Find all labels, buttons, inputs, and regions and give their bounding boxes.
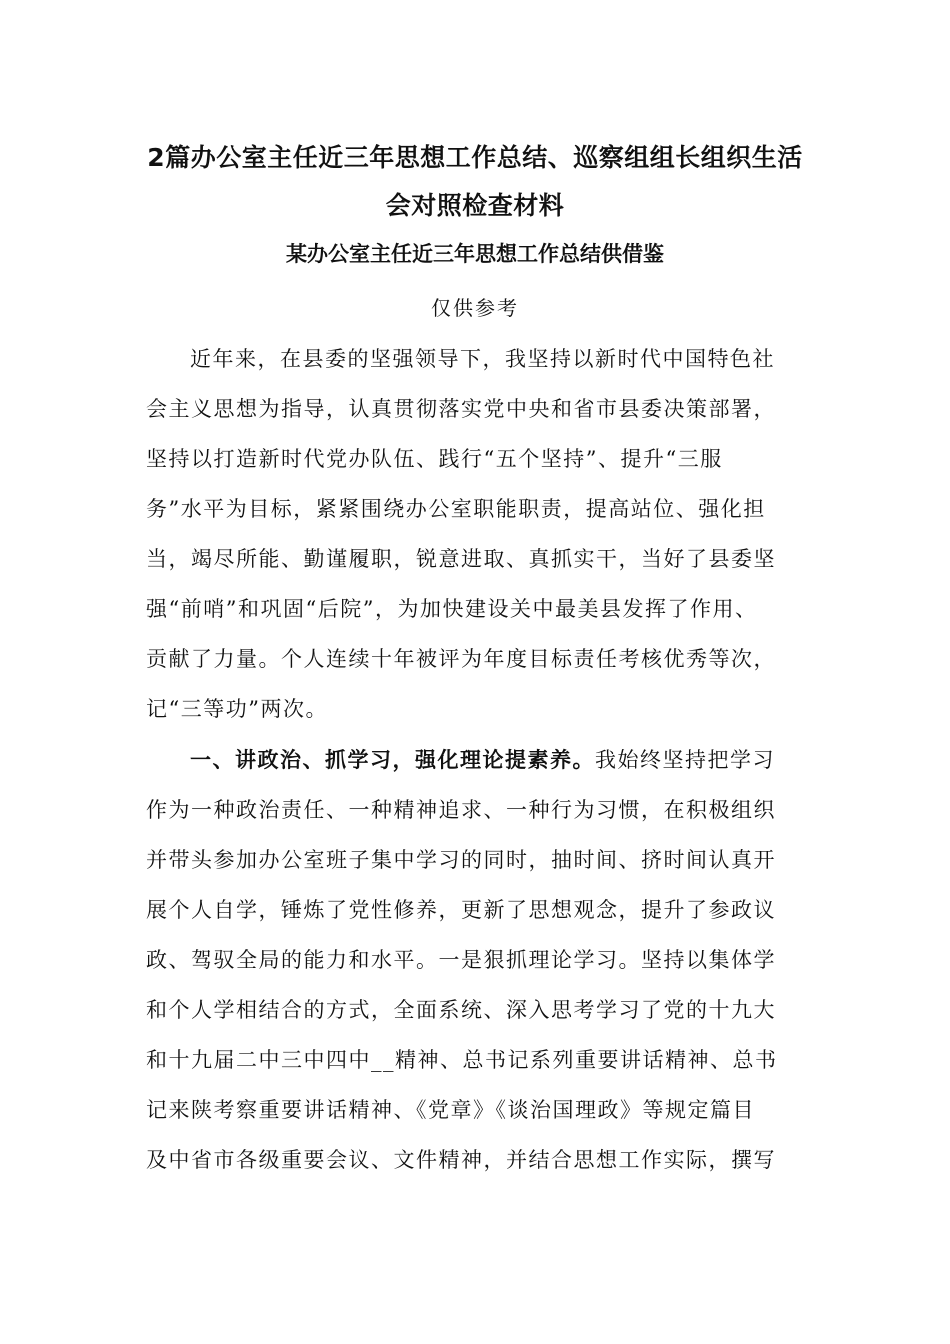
paragraph-1-line: 近年来，在县委的坚强领导下，我坚持以新时代中国特色社	[190, 347, 775, 371]
document-title-line-2: 会对照检查材料	[385, 191, 565, 220]
paragraph-2-line: 展个人自学，锤炼了党性修养，更新了思想观念，提升了参政议	[146, 898, 776, 922]
paragraph-2-line: 作为一种政治责任、一种精神追求、一种行为习惯，在积极组织	[146, 798, 776, 822]
paragraph-1-line: 会主义思想为指导，认真贯彻落实党中央和省市县委决策部署，	[146, 397, 776, 421]
paragraph-1-line: 务”水平为目标，紧紧围绕办公室职能职责，提高站位、强化担	[146, 497, 766, 521]
paragraph-2-line: 及中省市各级重要会议、文件精神，并结合思想工作实际，撰写	[146, 1148, 776, 1172]
paragraph-2-line: 并带头参加办公室班子集中学习的同时，抽时间、挤时间认真开	[146, 848, 776, 872]
section-heading: 一、讲政治、抓学习，强化理论提素养。	[190, 748, 595, 772]
document-title-line-1: 2篇办公室主任近三年思想工作总结、巡察组组长组织生活	[147, 143, 803, 172]
paragraph-1-line: 强“前哨”和巩固“后院”，为加快建设关中最美县发挥了作用、	[146, 597, 758, 621]
paragraph-2-first-line	[190, 745, 806, 775]
paragraph-2-line: 和个人学相结合的方式，全面系统、深入思考学习了党的十九大	[146, 998, 776, 1022]
paragraph-2-line: 记来陕考察重要讲话精神、《党章》《谈治国理政》等规定篇目	[146, 1098, 755, 1122]
paragraph-1-line: 当，竭尽所能、勤谨履职，锐意进取、真抓实干，当好了县委坚	[146, 547, 776, 571]
paragraph-1-line: 贡献了力量。个人连续十年被评为年度目标责任考核优秀等次，	[146, 647, 776, 671]
document-subtitle: 某办公室主任近三年思想工作总结供借鉴	[286, 242, 664, 266]
reference-note: 仅供参考	[431, 296, 519, 320]
paragraph-2-text: 我始终坚持把学习	[595, 748, 775, 772]
paragraph-2-line: 和十九届二中三中四中__精神、总书记系列重要讲话精神、总书	[146, 1048, 778, 1072]
paragraph-1-line: 坚持以打造新时代党办队伍、践行“五个坚持”、提升“三服	[146, 447, 723, 471]
paragraph-1-line: 记“三等功”两次。	[146, 697, 328, 721]
paragraph-2-line: 政、驾驭全局的能力和水平。一是狠抓理论学习。坚持以集体学	[146, 948, 776, 972]
